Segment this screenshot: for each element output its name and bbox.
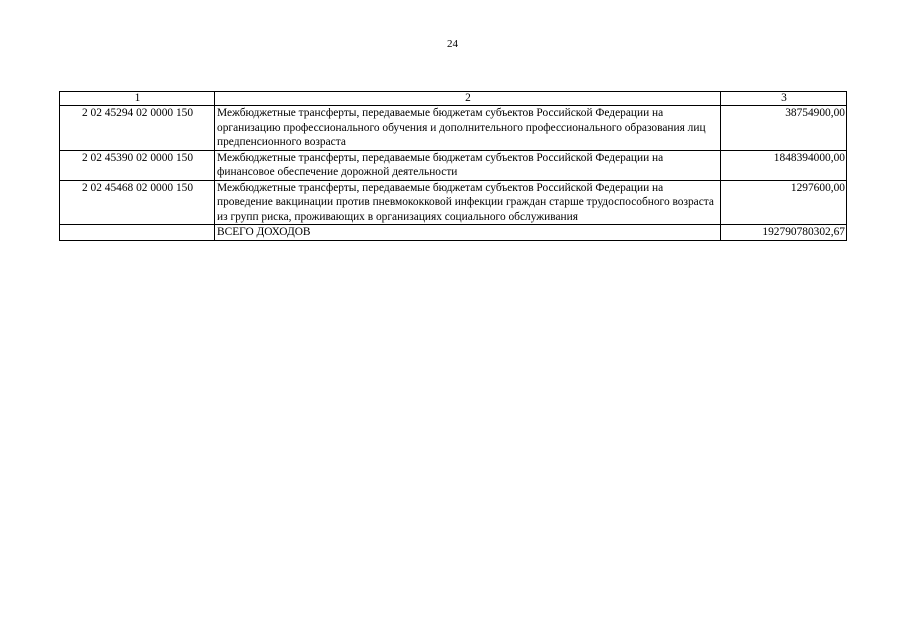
row-description: Межбюджетные трансферты, передаваемые бюджетам субъектов Российской Федерации на финансовое обеспечение дорожной деятельности [215, 150, 721, 180]
total-amount: 192790780302,67 [721, 225, 847, 241]
table-header-row [60, 92, 847, 106]
column-header-amount: 3 [721, 92, 847, 106]
row-amount: 1848394000,00 [721, 150, 847, 180]
table-row [60, 150, 847, 180]
total-code [60, 225, 215, 241]
row-code: 2 02 45390 02 0000 150 [60, 150, 215, 180]
row-amount: 1297600,00 [721, 180, 847, 225]
row-code: 2 02 45468 02 0000 150 [60, 180, 215, 225]
table-row [60, 106, 847, 151]
table-row [60, 180, 847, 225]
row-description: Межбюджетные трансферты, передаваемые бюджетам субъектов Российской Федерации на проведение вакцинации против пневмококковой инфекции граждан старше трудоспособного возраста из групп риска, проживающих в организациях социального обслуживания [215, 180, 721, 225]
column-header-code: 1 [60, 92, 215, 106]
row-amount: 38754900,00 [721, 106, 847, 151]
total-row [60, 225, 847, 241]
page-number: 24 [447, 38, 458, 50]
total-label: ВСЕГО ДОХОДОВ [215, 225, 721, 241]
revenue-table [59, 91, 847, 241]
column-header-description: 2 [215, 92, 721, 106]
row-code: 2 02 45294 02 0000 150 [60, 106, 215, 151]
row-description: Межбюджетные трансферты, передаваемые бюджетам субъектов Российской Федерации на организацию профессионального обучения и дополнительного профессионального образования лиц предпенсионного возраста [215, 106, 721, 151]
